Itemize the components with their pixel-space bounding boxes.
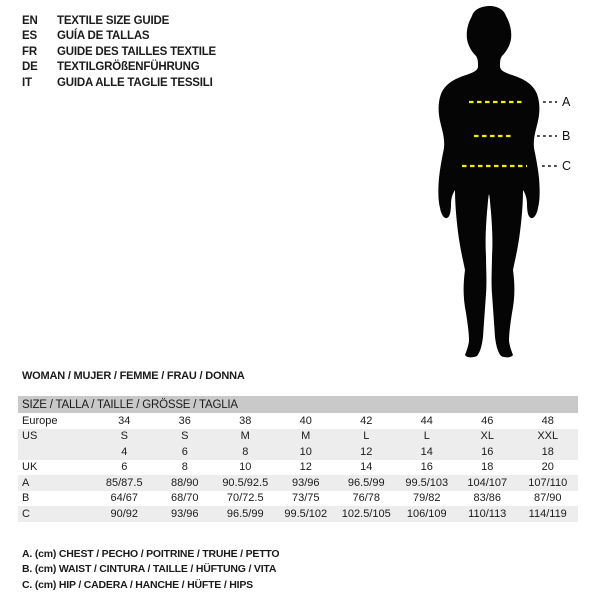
- table-cell: 102.5/105: [341, 507, 391, 520]
- table-cell: 14: [360, 461, 373, 474]
- table-cell: XL: [480, 430, 494, 443]
- table-cell: M: [240, 430, 250, 443]
- table-cell: 12: [360, 445, 373, 458]
- language-title: TEXTILE SIZE GUIDE: [57, 14, 170, 27]
- table-cell: L: [423, 430, 430, 443]
- table-cell: 18: [541, 445, 554, 458]
- table-row-waist-b: [18, 491, 578, 507]
- table-cell: 88/90: [170, 476, 199, 489]
- table-cell: 18: [481, 461, 494, 474]
- table-cell: 96.5/99: [347, 476, 385, 489]
- table-cell: 10: [299, 445, 312, 458]
- table-cell: 90/92: [110, 507, 139, 520]
- size-table-header: SIZE / TALLA / TAILLE / GRÖSSE / TAGLIA: [18, 396, 578, 413]
- table-cell: 44: [420, 414, 433, 427]
- legend-chest: A. (cm) CHEST / PECHO / POITRINE / TRUHE / PETTO: [22, 547, 280, 560]
- table-cell: 12: [299, 461, 312, 474]
- table-cell: 10: [239, 461, 252, 474]
- hip-label-c: C: [562, 159, 572, 173]
- language-title: TEXTILGRÖßENFÜHRUNG: [57, 61, 200, 74]
- table-cell: 34: [118, 414, 131, 427]
- table-cell: 114/119: [528, 507, 567, 520]
- row-label: US: [22, 430, 38, 443]
- language-title: GUIDA ALLE TAGLIE TESSILI: [57, 76, 213, 89]
- table-cell: 6: [181, 445, 188, 458]
- table-cell: 96.5/99: [226, 507, 264, 520]
- table-cell: L: [363, 430, 370, 443]
- language-code: DE: [22, 61, 38, 74]
- table-cell: XXL: [537, 430, 559, 443]
- row-label: B: [22, 492, 30, 505]
- table-cell: 20: [541, 461, 554, 474]
- table-cell: 16: [481, 445, 494, 458]
- row-label: C: [22, 507, 30, 520]
- size-table: [18, 396, 578, 522]
- table-cell: 40: [299, 414, 312, 427]
- table-cell: 48: [541, 414, 554, 427]
- table-cell: 73/75: [291, 492, 320, 505]
- woman-silhouette: [438, 6, 539, 357]
- table-cell: 70/72.5: [226, 492, 264, 505]
- chest-label-a: A: [562, 95, 571, 109]
- table-cell: 64/67: [110, 492, 139, 505]
- language-code: EN: [22, 14, 38, 27]
- row-label: A: [22, 476, 30, 489]
- table-cell: 87/90: [533, 492, 562, 505]
- row-label: UK: [22, 461, 38, 474]
- table-row-us-numeric: [18, 444, 578, 460]
- table-cell: M: [301, 430, 311, 443]
- table-cell: 8: [181, 461, 188, 474]
- language-code: ES: [22, 30, 37, 43]
- table-cell: 46: [481, 414, 494, 427]
- table-cell: 38: [239, 414, 252, 427]
- table-cell: 4: [121, 445, 128, 458]
- measurement-legend: [22, 546, 279, 593]
- table-cell: 93/96: [170, 507, 199, 520]
- table-cell: 93/96: [291, 476, 320, 489]
- table-cell: 106/109: [406, 507, 447, 520]
- table-row-europe: [18, 413, 578, 429]
- legend-hip: C. (cm) HIP / CADERA / HANCHE / HÜFTE / HIPS: [22, 578, 253, 591]
- table-row-chest-a: [18, 475, 578, 491]
- table-cell: 36: [178, 414, 191, 427]
- table-row-uk: [18, 460, 578, 476]
- table-cell: 16: [420, 461, 433, 474]
- table-cell: 107/110: [528, 476, 568, 489]
- table-cell: S: [181, 430, 189, 443]
- table-cell: 76/78: [352, 492, 381, 505]
- table-cell: 42: [360, 414, 373, 427]
- language-title: GUIDE DES TAILLES TEXTILE: [57, 45, 216, 58]
- table-cell: 99.5/102: [284, 507, 328, 520]
- row-label: Europe: [22, 414, 58, 427]
- table-cell: 79/82: [412, 492, 441, 505]
- language-code: IT: [22, 76, 32, 89]
- table-cell: 90.5/92.5: [222, 476, 269, 489]
- table-cell: 110/113: [468, 507, 507, 520]
- table-cell: 68/70: [170, 492, 199, 505]
- language-code: FR: [22, 45, 37, 58]
- table-row-us: [18, 429, 578, 445]
- table-cell: 6: [121, 461, 128, 474]
- table-cell: 14: [420, 445, 433, 458]
- waist-label-b: B: [562, 129, 571, 143]
- table-cell: 104/107: [467, 476, 508, 489]
- section-title: WOMAN / MUJER / FEMME / FRAU / DONNA: [22, 370, 245, 382]
- table-cell: 99.5/103: [405, 476, 449, 489]
- table-cell: 8: [242, 445, 249, 458]
- table-row-hip-c: [18, 506, 578, 522]
- language-title: GUÍA DE TALLAS: [57, 30, 150, 43]
- table-cell: 83/86: [473, 492, 502, 505]
- table-cell: S: [120, 430, 128, 443]
- legend-waist: B. (cm) WAIST / CINTURA / TAILLE / HÜFTUNG / VITA: [22, 563, 277, 576]
- table-cell: 85/87.5: [105, 476, 143, 489]
